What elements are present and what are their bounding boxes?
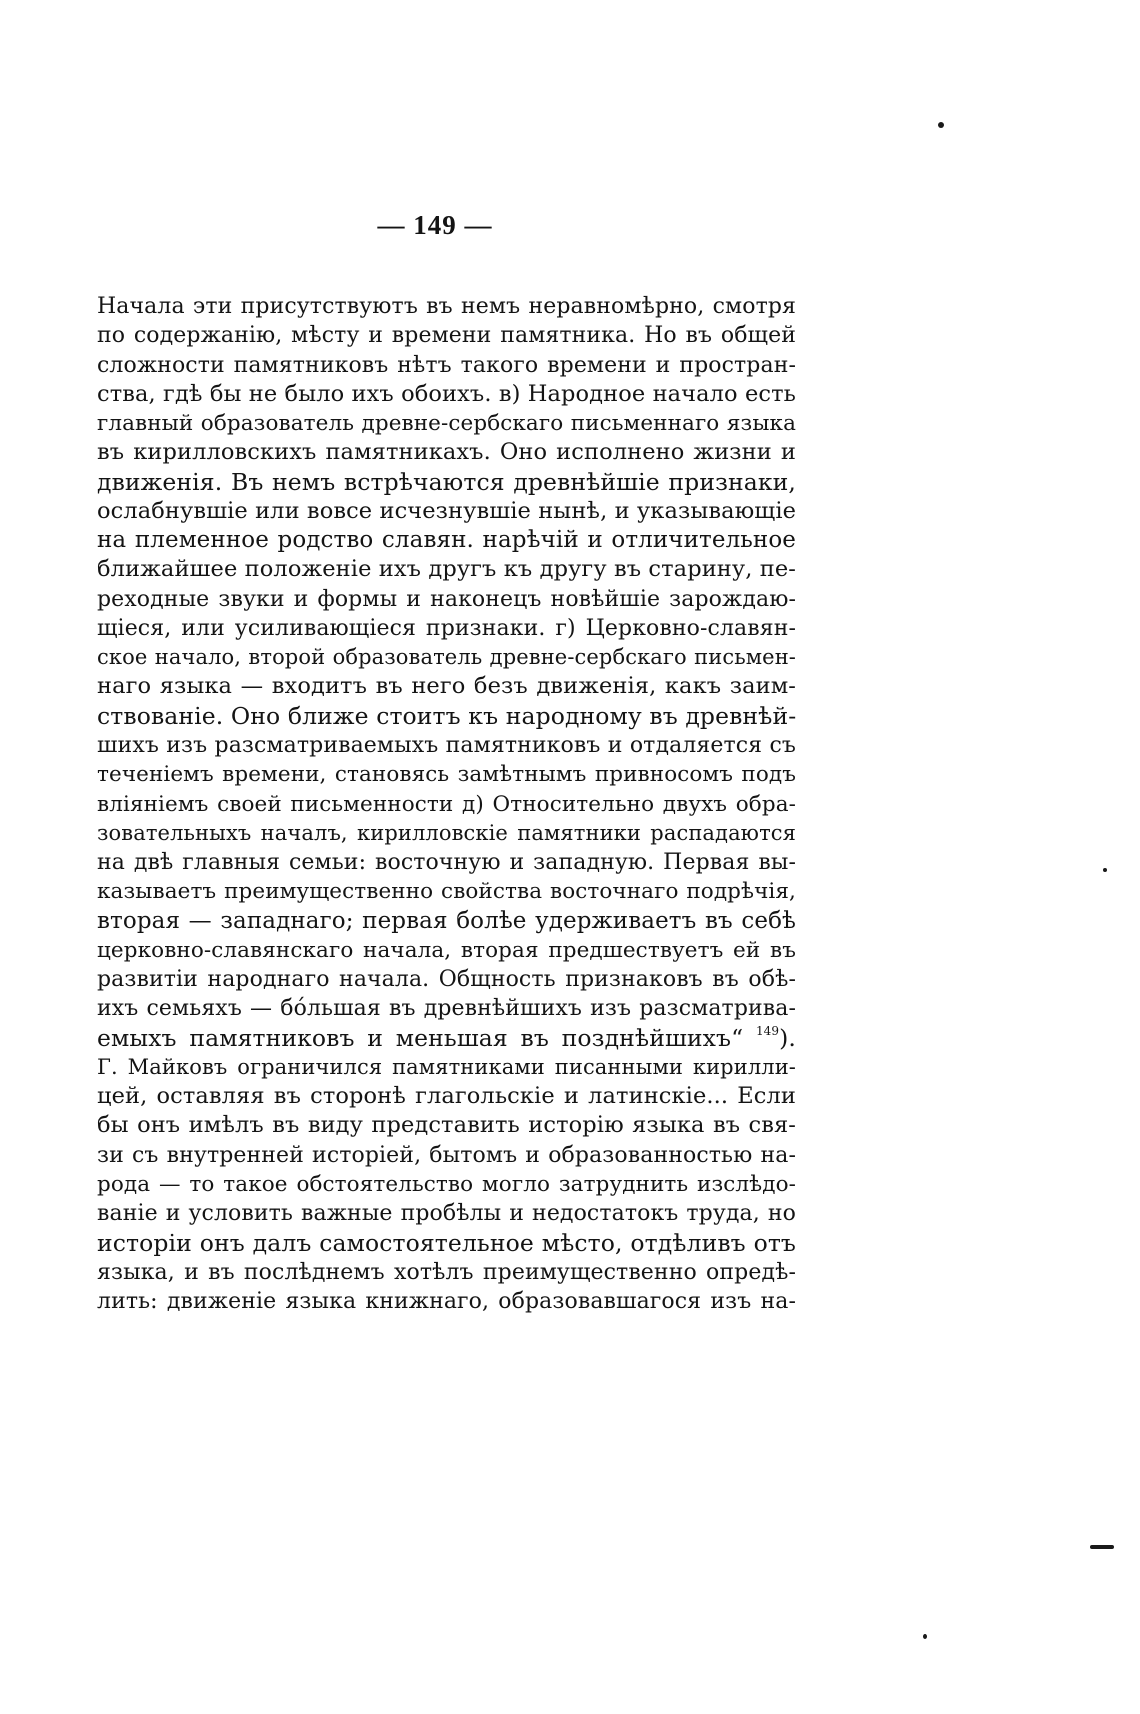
text-line: теченіемъ времени, становясь замѣтнымъ привносомъ подъ (97, 762, 796, 788)
text-line: вліяніемъ своей письменности д) Относительно двухъ обра- (97, 791, 796, 817)
footnote-reference: 149 (755, 1023, 780, 1038)
text-line: ослабнувшіе или вовсе исчезнувшіе нынѣ, и указывающіе (97, 497, 797, 524)
text-line: ствованіе. Оно ближе стоитъ къ народному въ древнѣй- (97, 701, 797, 730)
text-line: ближайшее положеніе ихъ другъ къ другу въ старину, пе- (97, 556, 796, 583)
text-line: движенія. Въ немъ встрѣчаются древнѣйшіе признаки, (97, 467, 796, 496)
text-line: лить: движеніе языка книжнаго, образовавшагося изъ на- (97, 1289, 796, 1315)
ink-speck (923, 1634, 927, 1639)
text-line: реходные звуки и формы и наконецъ новѣйшіе зарождаю- (97, 586, 796, 612)
text-line: ихъ семьяхъ — бо́льшая въ древнѣйшихъ изъ разсматрива- (97, 996, 796, 1022)
text-line: зи съ внутренней исторіей, бытомъ и образованностью на- (97, 1142, 796, 1168)
text-line: Г. Майковъ ограничился памятниками писанными кирилли- (97, 1054, 796, 1079)
text-line: сложности памятниковъ нѣтъ такого времени и простран- (97, 352, 796, 378)
text-line: церковно-славянскаго начала, вторая предшествуетъ ей въ (97, 937, 796, 963)
text-line: на племенное родство славян. нарѣчій и отличительное (97, 527, 796, 554)
body-text (97, 292, 796, 1316)
ink-speck (1090, 1545, 1114, 1549)
text-line-with-footnote (97, 1024, 796, 1053)
page-number: — 149 — (377, 210, 493, 240)
text-line: щіеся, или усиливающіеся признаки. г) Церковно-славян- (97, 615, 796, 641)
text-line: цей, оставляя въ сторонѣ глагольскіе и латинскіе... Если (97, 1083, 796, 1110)
text-line: въ кирилловскихъ памятникахъ. Оно исполнено жизни и (97, 439, 796, 466)
ink-speck (938, 122, 944, 128)
text-line: казываетъ преимущественно свойства восточнаго подрѣчія, (97, 879, 796, 905)
text-line: ства, гдѣ бы не было ихъ обоихъ. в) Народное начало есть (97, 380, 796, 407)
text-line: зовательныхъ началъ, кирилловскіе памятники распадаются (97, 820, 796, 845)
text-line: исторіи онъ далъ самостоятельное мѣсто, отдѣливъ отъ (97, 1228, 796, 1257)
ink-speck (1103, 868, 1107, 872)
text-line: Начала эти присутствуютъ въ немъ неравномѣрно, смотря (97, 294, 796, 319)
text-line: главный образователь древне-сербскаго письменнаго языка (97, 411, 796, 437)
line-text: емыхъ памятниковъ и меньшая въ позднѣйшихъ“ $^{149}$). (97, 1023, 796, 1052)
text-line: развитіи народнаго начала. Общность признаковъ въ обѣ- (97, 967, 796, 993)
text-line: наго языка — входитъ въ него безъ движенія, какъ заим- (97, 673, 796, 700)
text-line: ское начало, второй образователь древне-сербскаго письмен- (97, 645, 796, 670)
text-line: шихъ изъ разсматриваемыхъ памятниковъ и отдаляется съ (97, 732, 796, 758)
text-line: вторая — западнаго; первая болѣе удерживаетъ въ себѣ (97, 907, 796, 934)
text-line: языка, и въ послѣднемъ хотѣлъ преимущественно опредѣ- (97, 1259, 796, 1285)
text-line: рода — то такое обстоятельство могло затруднить изслѣдо- (97, 1171, 796, 1197)
text-line: на двѣ главныя семьи: восточную и западную. Первая вы- (97, 850, 796, 876)
text-line: по содержанію, мѣсту и времени памятника. Но въ общей (97, 323, 796, 349)
text-line: ваніе и условить важные пробѣлы и недостатокъ труда, но (97, 1201, 796, 1227)
text-line: бы онъ имѣлъ въ виду представить исторію языка въ свя- (97, 1112, 796, 1139)
